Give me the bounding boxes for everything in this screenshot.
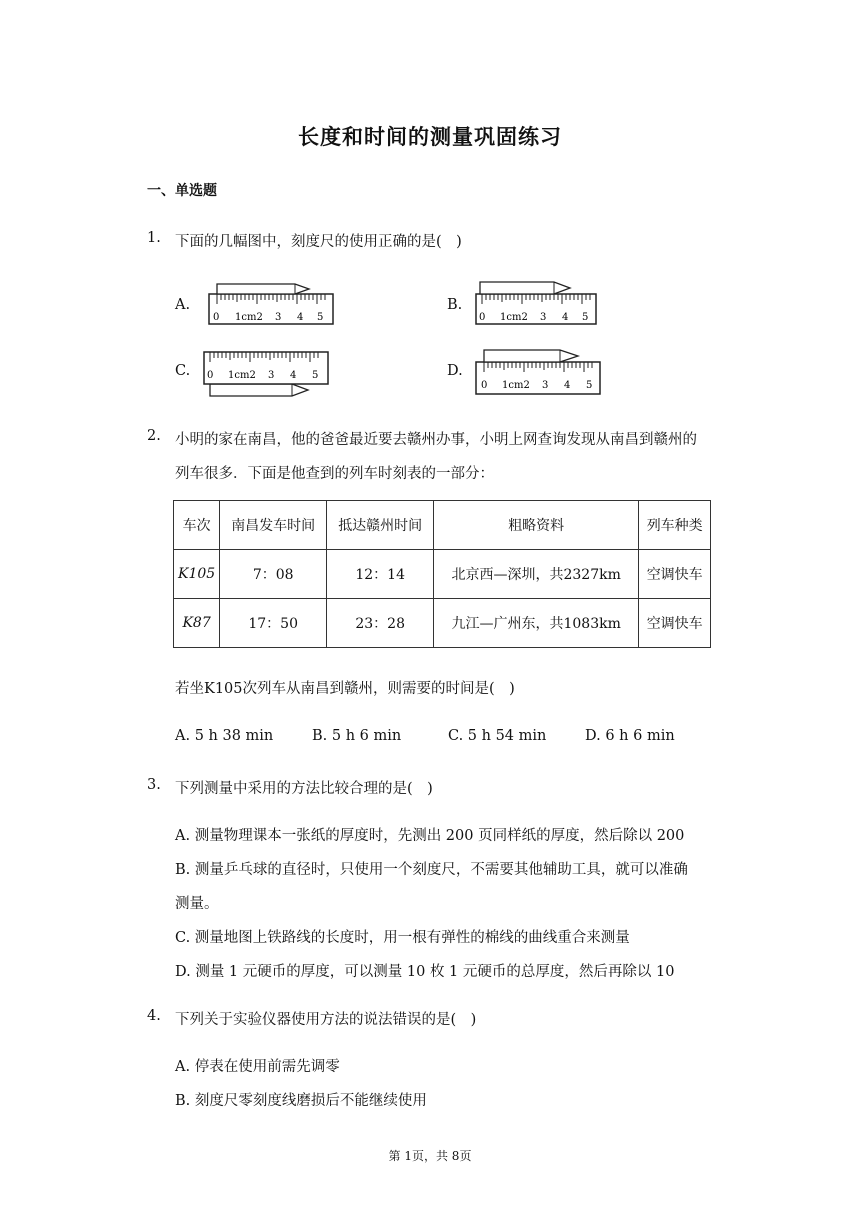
q1-option-a-label: A. — [175, 297, 191, 313]
q3-number: 3. — [147, 777, 161, 793]
svg-text:4: 4 — [564, 380, 571, 391]
q1-option-b-label: B. — [447, 297, 463, 313]
q2-line1: 小明的家在南昌，他的爸爸最近要去赣州办事，小明上网查询发现从南昌到赣州的 — [175, 432, 697, 448]
table-header-cell: 粗略资料 — [434, 501, 639, 550]
q2-question: 若坐K105次列车从南昌到赣州，则需要的时间是( ) — [175, 681, 515, 697]
svg-text:0: 0 — [481, 380, 488, 391]
table-header-cell: 车次 — [174, 501, 220, 550]
svg-text:4: 4 — [290, 370, 297, 381]
svg-text:1cm2: 1cm2 — [502, 380, 530, 391]
q1-number: 1. — [147, 230, 161, 246]
table-cell: 7：08 — [220, 550, 327, 599]
table-cell: 12：14 — [327, 550, 434, 599]
svg-text:5: 5 — [586, 380, 593, 391]
table-row — [174, 599, 711, 648]
svg-text:5: 5 — [317, 312, 324, 323]
q3-option-d: D. 测量 1 元硬币的厚度，可以测量 10 枚 1 元硬币的总厚度，然后再除以 10 — [175, 964, 675, 980]
svg-text:3: 3 — [275, 312, 282, 323]
q1-option-d-label: D. — [447, 363, 463, 379]
q1-option-c-label: C. — [175, 363, 191, 379]
q1-stem: 下面的几幅图中，刻度尺的使用正确的是( ) — [175, 234, 462, 250]
svg-text:3: 3 — [268, 370, 275, 381]
table-cell: 17：50 — [220, 599, 327, 648]
q2-number: 2. — [147, 428, 161, 444]
svg-text:3: 3 — [542, 380, 549, 391]
q3-option-b-line2: 测量。 — [175, 896, 219, 912]
q4-stem: 下列关于实验仪器使用方法的说法错误的是( ) — [175, 1012, 477, 1028]
page-title: 长度和时间的测量巩固练习 — [298, 125, 562, 149]
table-header-row — [174, 501, 711, 550]
svg-text:1cm2: 1cm2 — [235, 312, 263, 323]
table-header-cell: 抵达赣州时间 — [327, 501, 434, 550]
q3-option-c: C. 测量地图上铁路线的长度时，用一根有弹性的棉线的曲线重合来测量 — [175, 930, 630, 946]
q4-option-b: B. 刻度尺零刻度线磨损后不能继续使用 — [175, 1093, 427, 1109]
ruler-figure-a — [205, 280, 340, 328]
q3-stem: 下列测量中采用的方法比较合理的是( ) — [175, 781, 433, 797]
q3-option-a: A. 测量物理课本一张纸的厚度时，先测出 200 页同样纸的厚度，然后除以 200 — [175, 828, 685, 844]
table-cell: 空调快车 — [639, 599, 711, 648]
table-header-cell: 南昌发车时间 — [220, 501, 327, 550]
section-heading: 一、单选题 — [147, 183, 217, 199]
table-cell: K87 — [174, 599, 220, 648]
svg-text:0: 0 — [479, 312, 486, 323]
svg-text:3: 3 — [540, 312, 547, 323]
svg-text:1cm2: 1cm2 — [500, 312, 528, 323]
table-cell: K105 — [174, 550, 220, 599]
q2-option-a: A. 5 h 38 min — [175, 728, 274, 744]
ruler-figure-b — [472, 280, 602, 328]
train-timetable — [173, 500, 711, 648]
q3-option-b-line1: B. 测量乒乓球的直径时，只使用一个刻度尺，不需要其他辅助工具，就可以准确 — [175, 862, 688, 878]
table-row — [174, 550, 711, 599]
svg-text:5: 5 — [312, 370, 319, 381]
table-cell: 23：28 — [327, 599, 434, 648]
q2-line2: 列车很多．下面是他查到的列车时刻表的一部分： — [175, 466, 494, 482]
svg-text:0: 0 — [213, 312, 220, 323]
svg-text:1cm2: 1cm2 — [228, 370, 256, 381]
q2-option-b: B. 5 h 6 min — [312, 728, 402, 744]
table-cell: 九江—广州东，共1083km — [434, 599, 639, 648]
q2-option-d: D. 6 h 6 min — [585, 728, 675, 744]
svg-text:5: 5 — [582, 312, 589, 323]
table-header-cell: 列车种类 — [639, 501, 711, 550]
q2-option-c: C. 5 h 54 min — [448, 728, 547, 744]
ruler-figure-c — [200, 350, 335, 398]
svg-text:4: 4 — [297, 312, 304, 323]
table-cell: 北京西—深圳，共2327km — [434, 550, 639, 599]
q4-number: 4. — [147, 1008, 161, 1024]
svg-text:0: 0 — [207, 370, 214, 381]
q4-option-a: A. 停表在使用前需先调零 — [175, 1059, 340, 1075]
svg-text:4: 4 — [562, 312, 569, 323]
table-cell: 空调快车 — [639, 550, 711, 599]
page-footer: 第 1页，共 8页 — [388, 1149, 472, 1163]
ruler-figure-d — [472, 346, 607, 396]
